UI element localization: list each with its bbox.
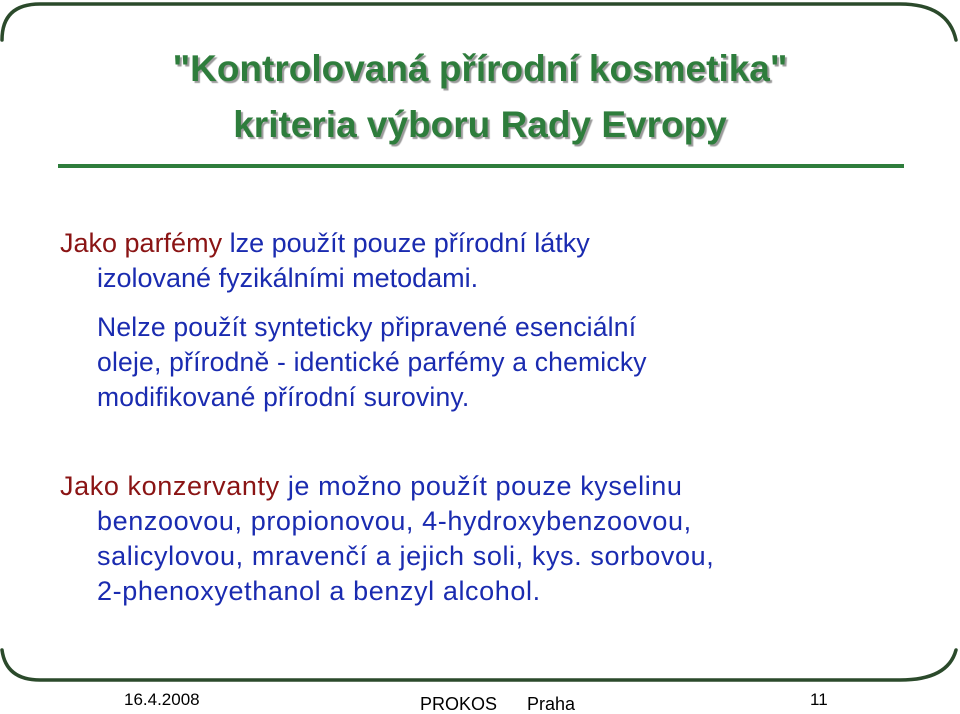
paragraph-preservatives-line4: 2-phenoxyethanol a benzyl alcohol.	[97, 576, 541, 606]
slide-title-line1: "Kontrolovaná přírodní kosmetika"	[172, 48, 788, 89]
preservatives-keyword: Jako konzervanty	[60, 471, 280, 501]
paragraph-preservatives-line3: salicylovou, mravenčí a jejich soli, kys. sorbovou,	[97, 541, 715, 571]
perfumes-keyword: Jako parfémy	[60, 228, 223, 258]
title-underline	[58, 164, 904, 168]
paragraph-perfumes-line2: izolované fyzikálními metodami.	[97, 263, 479, 293]
footer-date: 16.4.2008	[124, 690, 200, 709]
footer-city: Praha	[527, 694, 576, 714]
paragraph-prohibited-line3: modifikované přírodní suroviny.	[97, 382, 470, 412]
paragraph-preservatives-line2: benzoovou, propionovou, 4-hydroxybenzoovou,	[97, 506, 692, 536]
paragraph-perfumes-line1	[60, 226, 590, 261]
paragraph-prohibited-line2: oleje, přírodně - identické parfémy a chemicky	[97, 347, 647, 377]
footer-page-number: 11	[810, 690, 828, 709]
perfumes-line1-text: lze použít pouze přírodní látky	[222, 228, 590, 258]
footer-center	[420, 694, 575, 714]
paragraph-preservatives-line1	[60, 469, 714, 504]
paragraph-prohibited-line1: Nelze použít synteticky připravené esenciální	[97, 312, 637, 342]
footer-org: PROKOS	[420, 694, 498, 714]
preservatives-line1-text: je možno použít pouze kyselinu	[279, 471, 683, 501]
paragraph-preservatives	[60, 469, 714, 609]
paragraph-prohibited	[60, 310, 647, 415]
paragraph-perfumes	[60, 226, 590, 296]
slide-title-line2: kriteria výboru Rady Evropy	[233, 104, 727, 145]
